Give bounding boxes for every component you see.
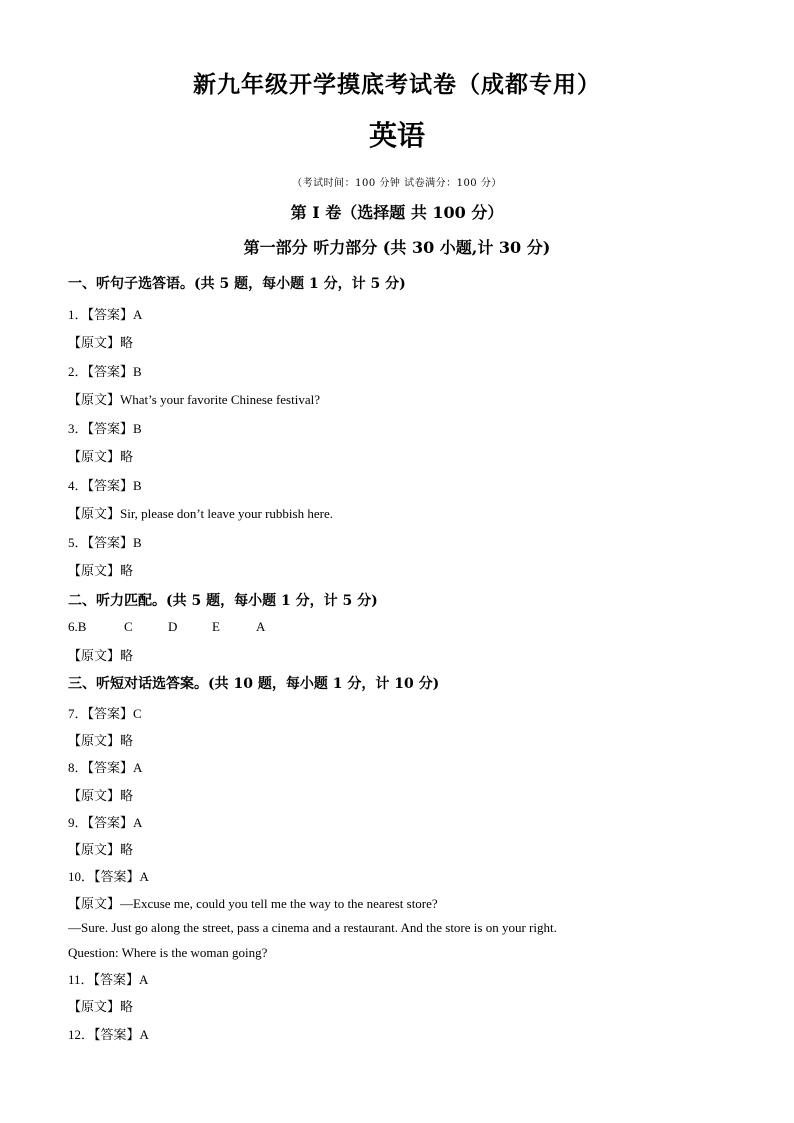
exam-title: 新九年级开学摸底考试卷（成都专用） <box>193 71 601 98</box>
answer-line: 10．【答案】A <box>68 869 149 884</box>
matching-answer: E <box>212 619 220 634</box>
original-line: 【原文】略 <box>68 648 134 663</box>
original-line: 【原文】略 <box>68 733 134 748</box>
matching-answer: 6.B <box>68 619 87 634</box>
answer-line: 7．【答案】C <box>68 706 142 721</box>
answer-line: 11．【答案】A <box>68 972 149 987</box>
matching-answers-row <box>68 619 300 635</box>
answer-line: 2．【答案】B <box>68 364 142 379</box>
matching-answer: A <box>256 619 266 634</box>
original-line: 【原文】What’s your favorite Chinese festival? <box>68 392 320 407</box>
answer-line: 9．【答案】A <box>68 815 143 830</box>
exam-info: （考试时间：100 分钟 试卷满分：100 分） <box>292 178 502 189</box>
subject-title: 英语 <box>368 119 425 152</box>
section2-heading: 二、听力匹配。(共 5 题，每小题 1 分，计 5 分) <box>68 593 378 609</box>
original-line: 【原文】略 <box>68 842 134 857</box>
original-line: 【原文】略 <box>68 563 134 578</box>
section3-heading: 三、听短对话选答案。(共 10 题，每小题 1 分，计 10 分) <box>68 676 440 692</box>
part-heading: 第一部分 听力部分 (共 30 小题,计 30 分) <box>243 238 551 257</box>
matching-answer: C <box>124 619 133 634</box>
original-line: 【原文】略 <box>68 788 134 803</box>
dialogue-line: —Sure. Just go along the street, pass a cinema and a restaurant. And the store is on your right. <box>68 920 557 935</box>
original-line: 【原文】略 <box>68 449 134 464</box>
original-line: 【原文】Sir, please don’t leave your rubbish here. <box>68 506 333 521</box>
answer-line: 8．【答案】A <box>68 760 143 775</box>
matching-answer: D <box>168 619 178 634</box>
answer-line: 1．【答案】A <box>68 307 143 322</box>
original-line: 【原文】—Excuse me, could you tell me the way to the nearest store? <box>68 896 438 911</box>
answer-line: 4．【答案】B <box>68 478 142 493</box>
original-line: 【原文】略 <box>68 999 134 1014</box>
question-line: Question: Where is the woman going? <box>68 945 268 960</box>
answer-line: 12．【答案】A <box>68 1027 149 1042</box>
original-line: 【原文】略 <box>68 335 134 350</box>
answer-line: 3．【答案】B <box>68 421 142 436</box>
section1-heading: 一、听句子选答语。(共 5 题，每小题 1 分，计 5 分) <box>68 276 406 292</box>
volume-heading: 第 I 卷（选择题 共 100 分） <box>290 203 504 222</box>
answer-line: 5．【答案】B <box>68 535 142 550</box>
